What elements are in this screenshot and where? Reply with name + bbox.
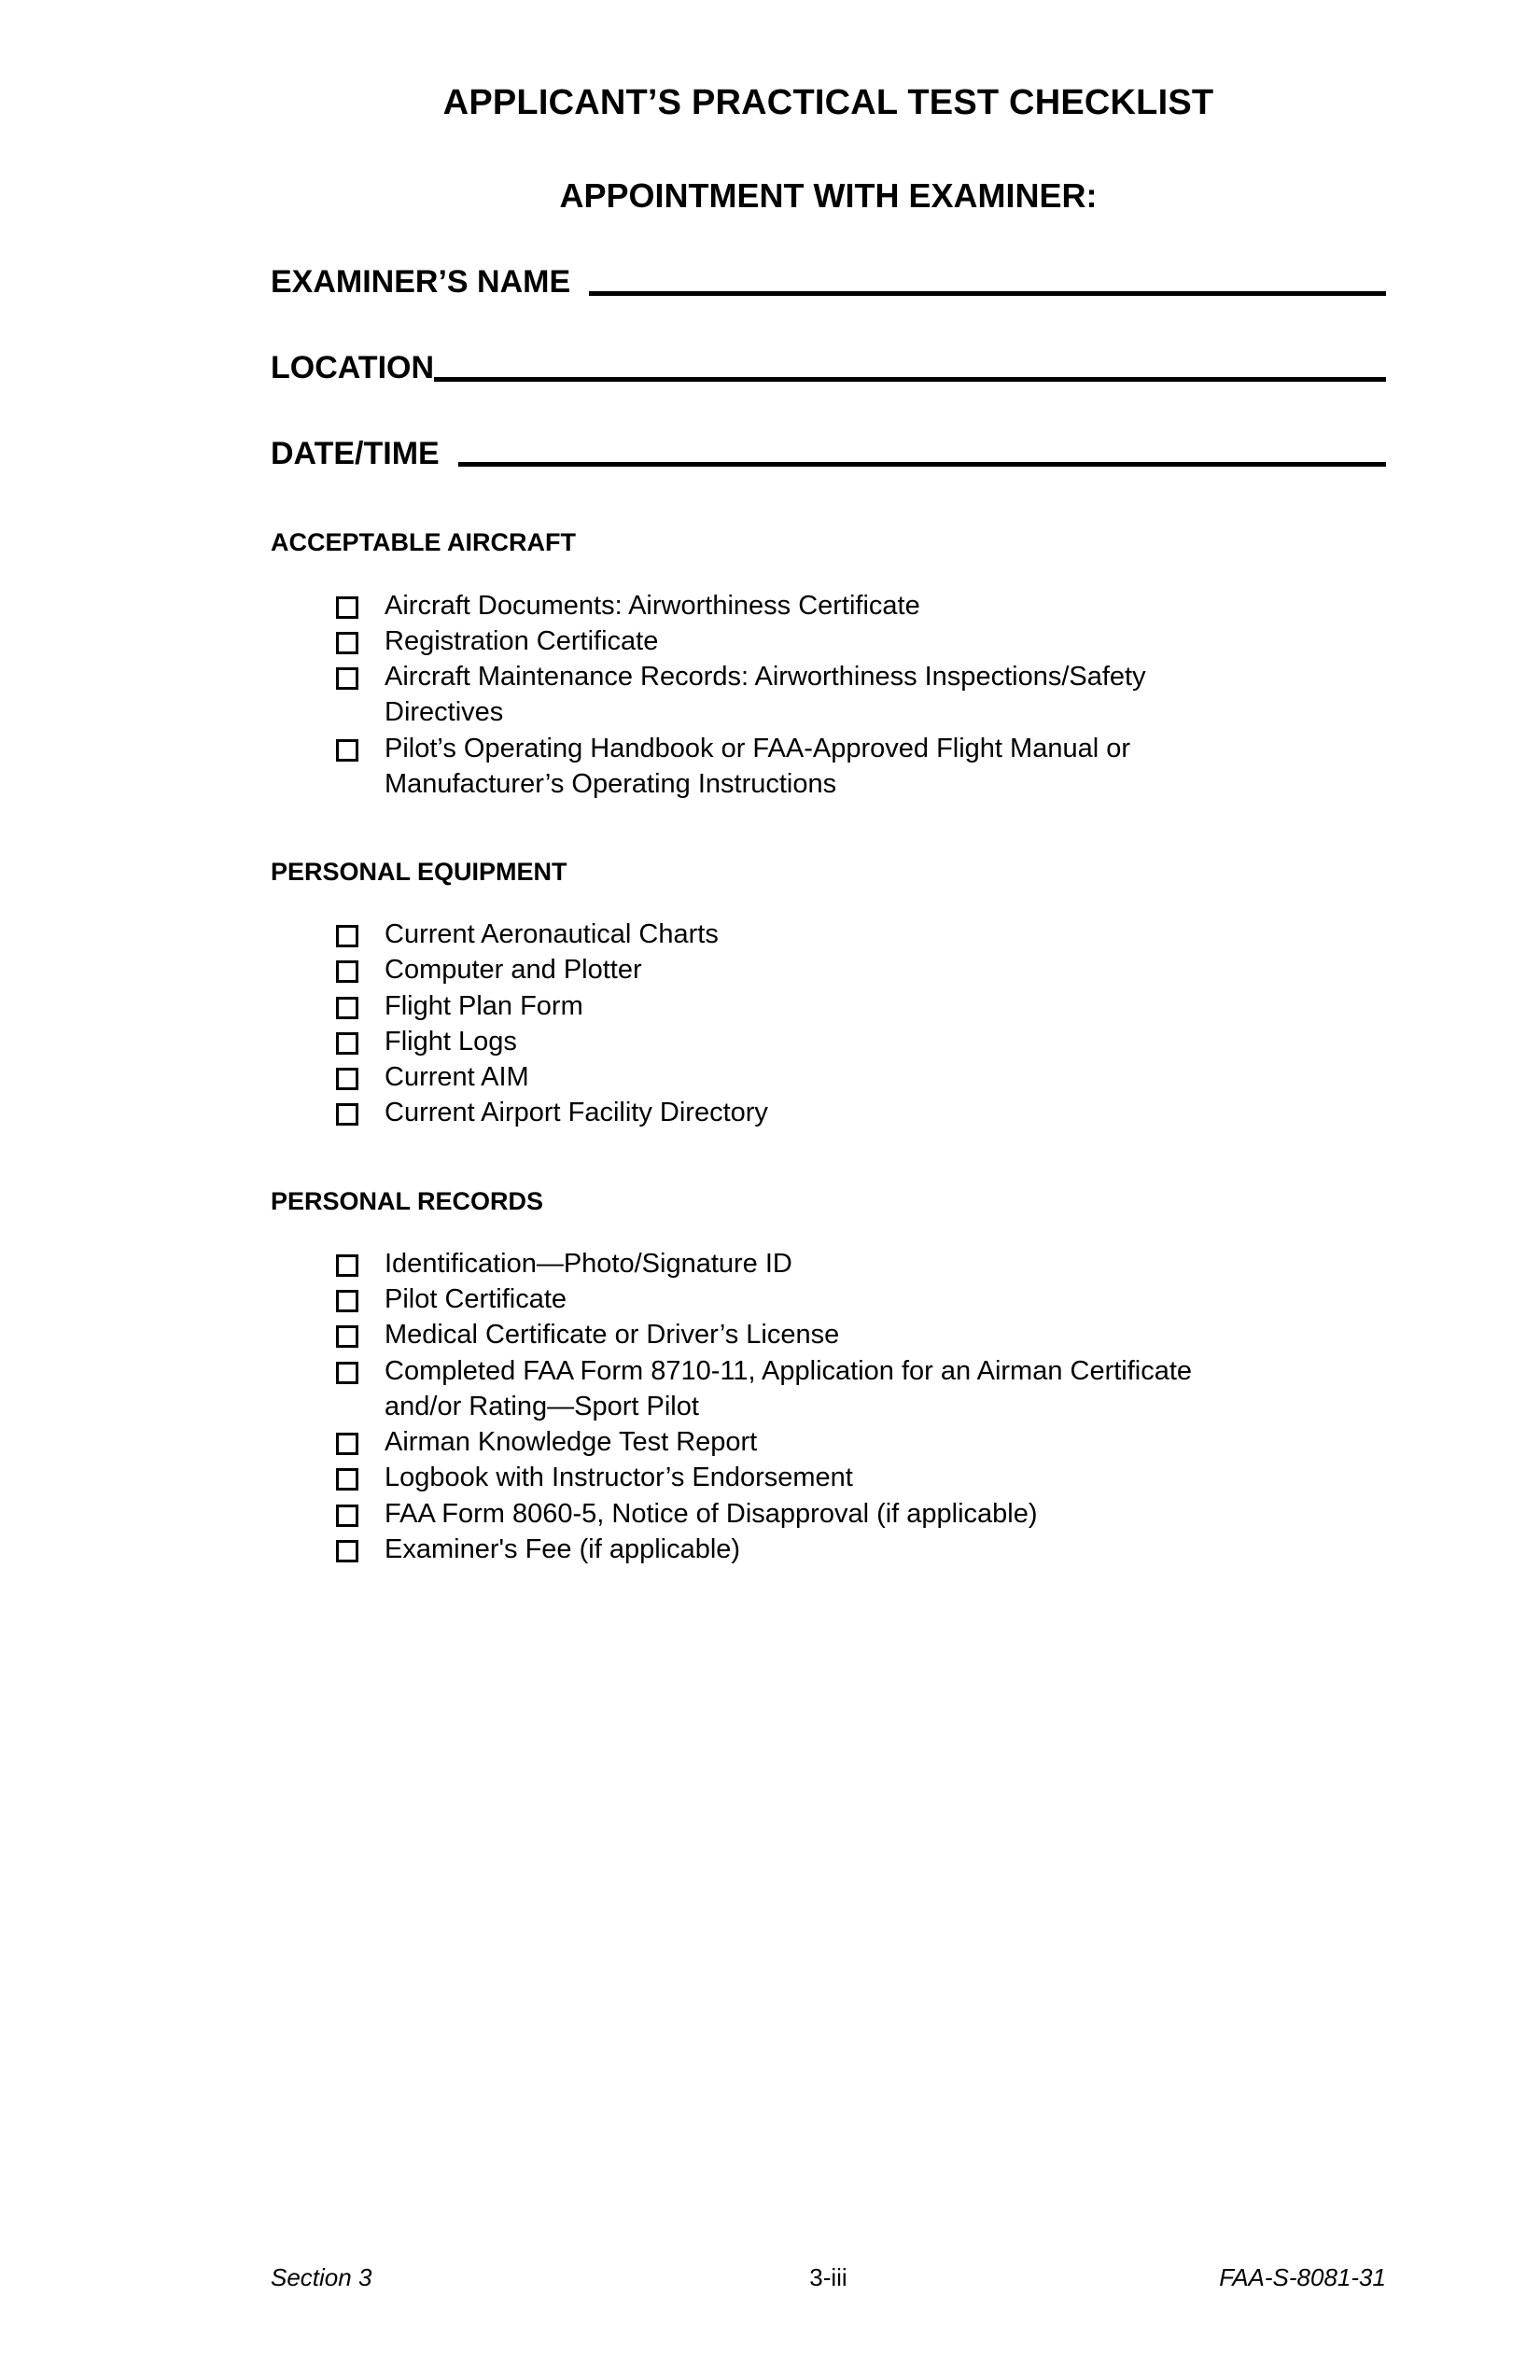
checklist-item-label: Aircraft Maintenance Records: Airworthiness Inspections/Safety Directives — [385, 662, 1146, 728]
checklist-item[interactable] — [271, 1059, 1386, 1095]
checklist-item[interactable] — [271, 623, 1386, 659]
checklist-item-label: Computer and Plotter — [385, 955, 642, 986]
checkbox-icon[interactable] — [336, 739, 358, 762]
checkbox-icon[interactable] — [336, 1540, 358, 1562]
examiner-name-input[interactable] — [589, 291, 1386, 296]
checkbox-icon[interactable] — [336, 596, 358, 619]
checkbox-icon[interactable] — [336, 1433, 358, 1455]
page-title: APPLICANT’S PRACTICAL TEST CHECKLIST — [442, 83, 1214, 122]
checklist-item[interactable] — [271, 952, 1386, 987]
checklist-item[interactable] — [271, 917, 1386, 952]
section-heading-acceptable-aircraft: ACCEPTABLE AIRCRAFT — [271, 528, 576, 557]
checklist-item-label: Pilot’s Operating Handbook or FAA-Approved Flight Manual or Manufacturer’s Operating Instructions — [385, 733, 1131, 799]
checklist-item-label: Aircraft Documents: Airworthiness Certificate — [385, 590, 920, 621]
checklist-item[interactable] — [271, 1424, 1386, 1460]
form-row-date-time — [271, 435, 1386, 471]
checkbox-icon[interactable] — [336, 1325, 358, 1348]
checklist-item-label: Completed FAA Form 8710-11, Application for an Airman Certificate and/or Rating—Sport Pilot — [385, 1355, 1193, 1421]
checklist-item[interactable] — [271, 988, 1386, 1024]
checkbox-icon[interactable] — [336, 667, 358, 690]
checklist-item-label: Airman Knowledge Test Report — [385, 1427, 758, 1458]
page-subtitle: APPOINTMENT WITH EXAMINER: — [559, 175, 1098, 215]
footer-section-label: Section 3 — [271, 2263, 372, 2291]
checklist-item[interactable] — [271, 1353, 1386, 1425]
location-label: LOCATION — [271, 350, 435, 386]
checklist-item[interactable] — [271, 1024, 1386, 1059]
checkbox-icon[interactable] — [336, 1068, 358, 1090]
date-time-input[interactable] — [458, 462, 1386, 467]
checklist-item-label: Flight Plan Form — [385, 990, 583, 1021]
checklist-acceptable-aircraft — [271, 588, 1386, 803]
checklist-item[interactable] — [271, 1532, 1386, 1567]
footer-document-number: FAA-S-8081-31 — [1219, 2263, 1386, 2291]
checklist-personal-equipment — [271, 917, 1386, 1131]
section-heading-personal-records: PERSONAL RECORDS — [271, 1186, 544, 1215]
checkbox-icon[interactable] — [336, 1468, 358, 1491]
checkbox-icon[interactable] — [336, 632, 358, 654]
footer-page-number: 3-iii — [809, 2263, 847, 2291]
checklist-item[interactable] — [271, 1095, 1386, 1130]
form-row-examiner-name — [271, 266, 1386, 300]
checkbox-icon[interactable] — [336, 1103, 358, 1126]
examiner-name-label: EXAMINER’S NAME — [271, 264, 571, 301]
checkbox-icon[interactable] — [336, 925, 358, 947]
checklist-item[interactable] — [271, 1460, 1386, 1495]
checklist-item-label: Pilot Certificate — [385, 1284, 567, 1315]
checklist-item-label: FAA Form 8060-5, Notice of Disapproval (if applicable) — [385, 1498, 1038, 1529]
checkbox-icon[interactable] — [336, 1032, 358, 1055]
checklist-item-label: Current Airport Facility Directory — [385, 1098, 768, 1128]
checklist-item-label: Identification—Photo/Signature ID — [385, 1248, 792, 1279]
checkbox-icon[interactable] — [336, 1505, 358, 1527]
checkbox-icon[interactable] — [336, 960, 358, 983]
checklist-item-label: Registration Certificate — [385, 625, 659, 656]
checklist-item[interactable] — [271, 1246, 1386, 1281]
form-row-location — [271, 352, 1386, 385]
checklist-item[interactable] — [271, 1317, 1386, 1352]
checklist-item[interactable] — [271, 588, 1386, 623]
checklist-item-label: Flight Logs — [385, 1026, 517, 1057]
checklist-item-label: Current Aeronautical Charts — [385, 919, 719, 950]
checkbox-icon[interactable] — [336, 1290, 358, 1312]
checklist-item[interactable] — [271, 659, 1386, 731]
date-time-label: DATE/TIME — [271, 435, 440, 471]
checklist-item-label: Medical Certificate or Driver’s License — [385, 1320, 840, 1351]
page-content — [271, 0, 1386, 1567]
checkbox-icon[interactable] — [336, 997, 358, 1019]
checklist-item-label: Logbook with Instructor’s Endorsement — [385, 1463, 853, 1493]
checkbox-icon[interactable] — [336, 1254, 358, 1277]
section-heading-personal-equipment: PERSONAL EQUIPMENT — [271, 858, 567, 887]
checklist-item-label: Examiner's Fee (if applicable) — [385, 1533, 741, 1564]
checkbox-icon[interactable] — [336, 1362, 358, 1384]
checklist-item[interactable] — [271, 1281, 1386, 1317]
page-footer — [271, 2263, 1386, 2292]
checklist-item[interactable] — [271, 731, 1386, 803]
checklist-item-label: Current AIM — [385, 1062, 529, 1093]
location-input[interactable] — [434, 377, 1386, 382]
checklist-item[interactable] — [271, 1496, 1386, 1532]
checklist-personal-records — [271, 1246, 1386, 1567]
